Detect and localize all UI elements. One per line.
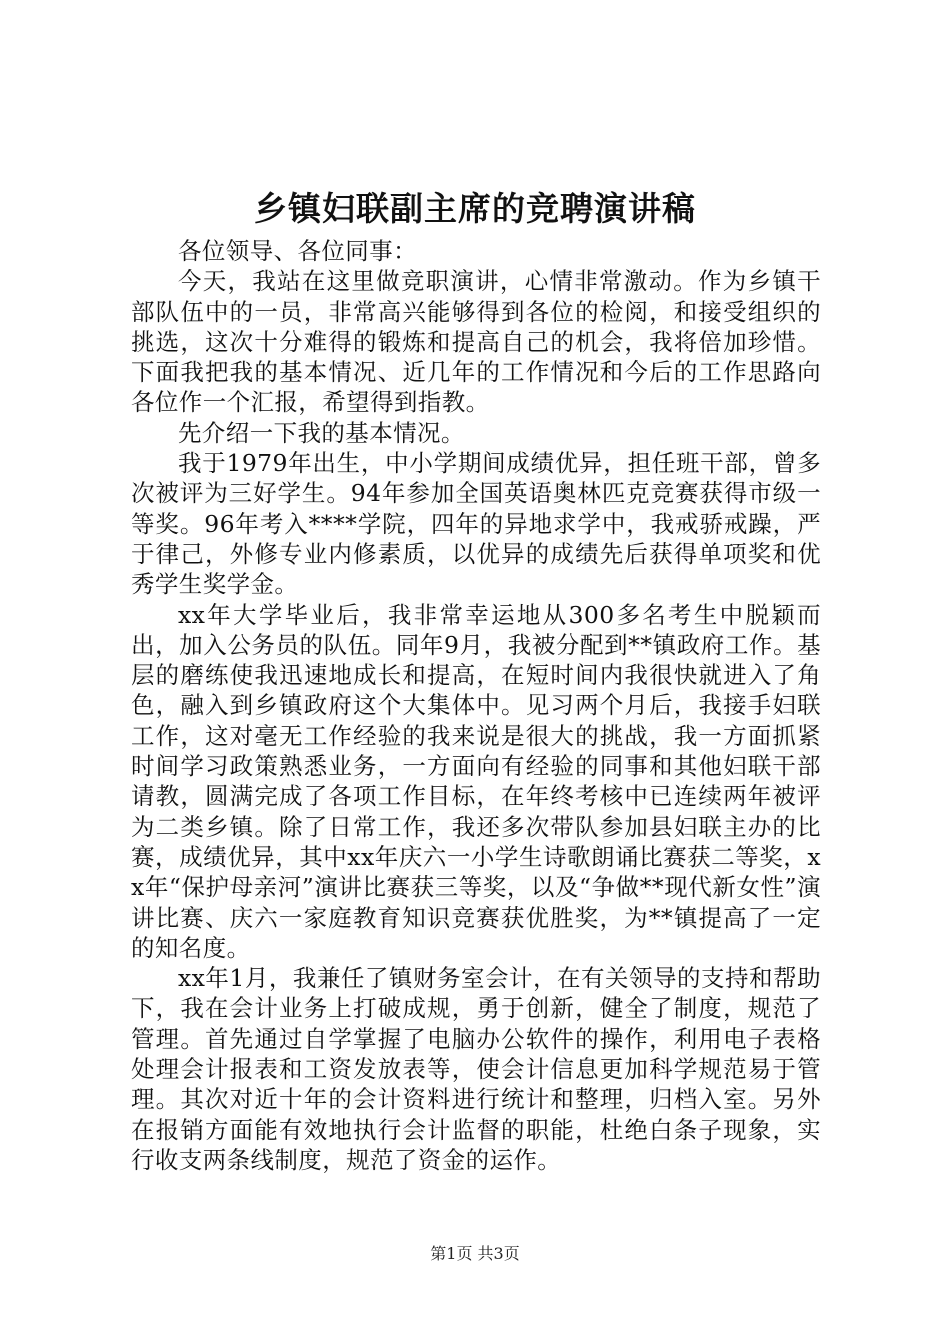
paragraph-basic-info-heading: 先介绍一下我的基本情况。 [178,418,465,447]
paragraph-accounting: xx年1月，我兼任了镇财务室会计，在有关领导的支持和帮助下，我在会计业务上打破成规，勇于创新，健全了制度，规范了管理。首先通过自学掌握了电脑办公软件的操作，利用电子表格处理会计报表和工资发放表等，使会计信息更加科学规范易于管理。其次对近十年的会计资料进行统计和整理，归档入室。另外在报销方面能有效地执行会计监督的职能，杜绝白条子现象，实行收支两条线制度，规范了资金的运作。 [131,964,821,1174]
paragraph-introduction: 今天，我站在这里做竞职演讲，心情非常激动。作为乡镇干部队伍中的一员，非常高兴能够得到各位的检阅，和接受组织的挑选，这次十分难得的锻炼和提高自己的机会，我将倍加珍惜。下面我把我的基本情况、近几年的工作情况和今后的工作思路向各位作一个汇报，希望得到指教。 [131,267,821,417]
paragraph-career: xx年大学毕业后，我非常幸运地从300多名考生中脱颖而出，加入公务员的队伍。同年9月，我被分配到**镇政府工作。基层的磨练使我迅速地成长和提高，在短时间内我很快就进入了角色，融入到乡镇政府这个大集体中。见习两个月后，我接手妇联工作，这对毫无工作经验的我来说是很大的挑战，我一方面抓紧时间学习政策熟悉业务，一方面向有经验的同事和其他妇联干部请教，圆满完成了各项工作目标，在年终考核中已连续两年被评为二类乡镇。除了日常工作，我还多次带队参加县妇联主办的比赛，成绩优异，其中xx年庆六一小学生诗歌朗诵比赛获二等奖，xx年“保护母亲河”演讲比赛获三等奖，以及“争做**现代新女性”演讲比赛、庆六一家庭教育知识竞赛获优胜奖，为**镇提高了一定的知名度。 [131,600,821,962]
paragraph-salutation: 各位领导、各位同事： [178,237,417,265]
paragraph-education: 我于1979年出生，中小学期间成绩优异，担任班干部，曾多次被评为三好学生。94年参加全国英语奥林匹克竞赛获得市级一等奖。96年考入****学院，四年的异地求学中，我戒骄戒躁，严于律己，外修专业内修素质，以优异的成绩先后获得单项奖和优秀学生奖学金。 [131,449,821,599]
document-body [131,236,821,1175]
document-title: 乡镇妇联副主席的竞聘演讲稿 [254,189,696,228]
page-number-footer: 第1页 共3页 [430,1244,520,1263]
